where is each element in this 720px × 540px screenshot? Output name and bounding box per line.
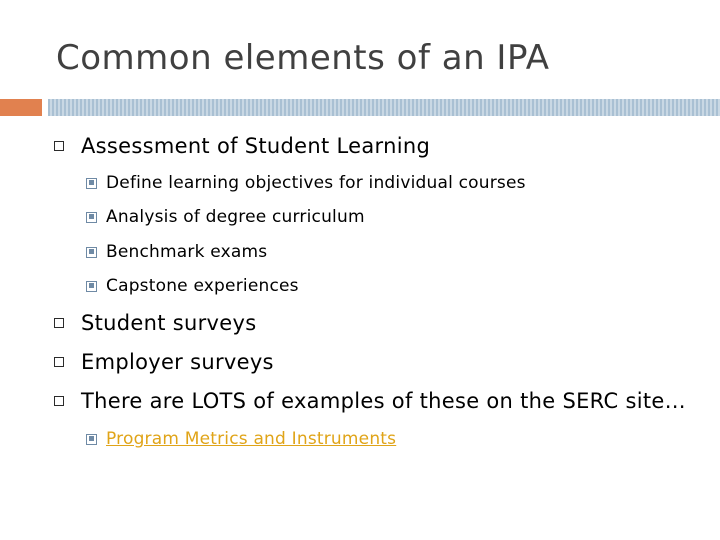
title-divider-bar xyxy=(48,99,720,116)
bullet-employer-surveys xyxy=(54,350,274,374)
filled-square-bullet-icon xyxy=(86,247,97,258)
sub-bullet-text: Capstone experiences xyxy=(106,276,299,296)
title-accent-bar xyxy=(0,99,42,116)
bullet-text: There are LOTS of examples of these on the SERC site… xyxy=(81,389,686,413)
square-bullet-icon xyxy=(54,318,64,328)
bullet-serc-examples xyxy=(54,389,686,413)
slide-title: Common elements of an IPA xyxy=(56,38,550,78)
sub-bullet-text: Benchmark exams xyxy=(106,242,268,262)
filled-square-bullet-icon xyxy=(86,281,97,292)
sub-bullet-learning-objectives xyxy=(86,173,526,193)
bullet-assessment xyxy=(54,134,430,158)
bullet-text: Employer surveys xyxy=(81,350,274,374)
bullet-text: Assessment of Student Learning xyxy=(81,134,431,158)
sub-bullet-capstone xyxy=(86,276,299,296)
sub-bullet-program-metrics xyxy=(86,429,396,449)
bullet-text: Student surveys xyxy=(81,311,257,335)
sub-bullet-text: Define learning objectives for individual courses xyxy=(106,173,526,193)
square-bullet-icon xyxy=(54,357,64,367)
program-metrics-link[interactable]: Program Metrics and Instruments xyxy=(106,429,397,449)
square-bullet-icon xyxy=(54,141,64,151)
sub-bullet-benchmark-exams xyxy=(86,242,267,262)
bullet-student-surveys xyxy=(54,311,256,335)
sub-bullet-text: Analysis of degree curriculum xyxy=(106,207,365,227)
filled-square-bullet-icon xyxy=(86,212,97,223)
square-bullet-icon xyxy=(54,396,64,406)
filled-square-bullet-icon xyxy=(86,178,97,189)
filled-square-bullet-icon xyxy=(86,434,97,445)
sub-bullet-degree-curriculum xyxy=(86,207,365,227)
